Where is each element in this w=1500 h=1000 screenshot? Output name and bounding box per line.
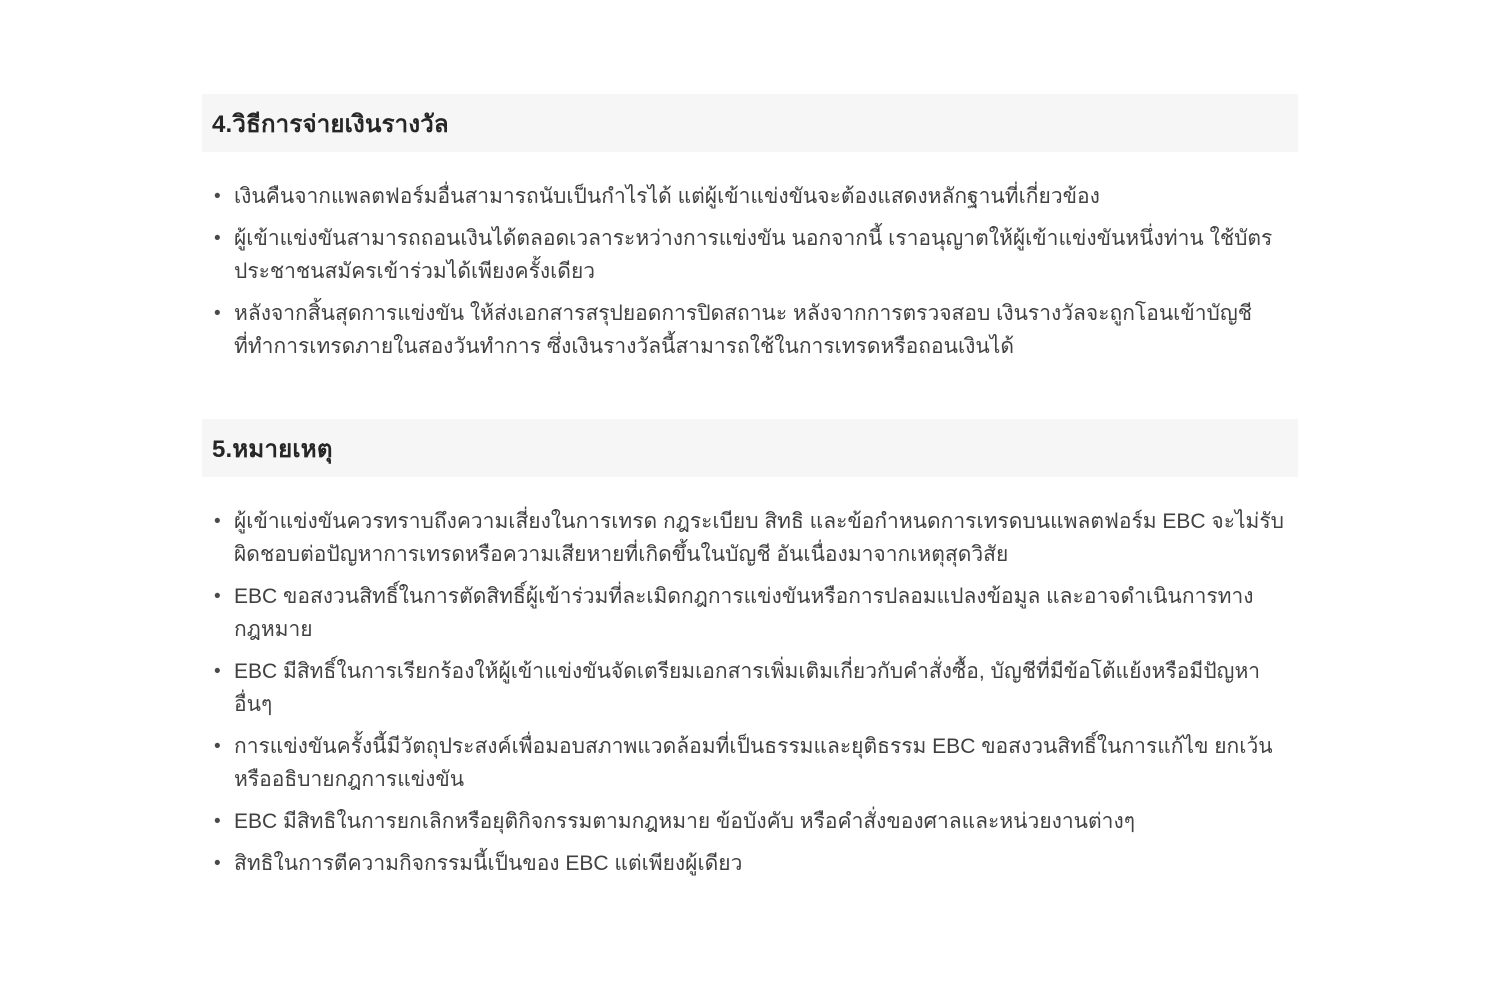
bullet-dot-icon: • xyxy=(214,736,221,757)
bullet-dot-icon: • xyxy=(214,853,221,874)
bullet-text: สิทธิในการตีความกิจกรรมนี้เป็นของ EBC แต่เพียงผู้เดียว xyxy=(234,852,743,875)
list-item xyxy=(214,847,1298,880)
bullet-text: EBC มีสิทธิ์ในการเรียกร้องให้ผู้เข้าแข่งขันจัดเตรียมเอกสารเพิ่มเติมเกี่ยวกับคำสั่งซื้อ, บัญชีที่มีข้อโต้แย้งหรือมีปัญหาอื่นๆ xyxy=(234,660,1261,716)
bullet-text: เงินคืนจากแพลตฟอร์มอื่นสามารถนับเป็นกำไรได้ แต่ผู้เข้าแข่งขันจะต้องแสดงหลักฐานที่เกี่ยวข้อง xyxy=(234,185,1100,208)
terms-content xyxy=(202,0,1298,880)
bullet-text: หลังจากสิ้นสุดการแข่งขัน ให้ส่งเอกสารสรุปยอดการปิดสถานะ หลังจากการตรวจสอบ เงินรางวัลจะถูกโอนเข้าบัญชีที่ทำการเทรดภายในสองวันทำการ ซึ่งเงินรางวัลนี้สามารถใช้ในการเทรดหรือถอนเงินได้ xyxy=(234,302,1252,358)
list-item xyxy=(214,580,1298,646)
bullet-text: ผู้เข้าแข่งขันสามารถถอนเงินได้ตลอดเวลาระหว่างการแข่งขัน นอกจากนี้ เราอนุญาตให้ผู้เข้าแข่งขันหนึ่งท่าน ใช้บัตรประชาชนสมัครเข้าร่วมได้เพียงครั้งเดียว xyxy=(234,227,1273,283)
bullet-text: EBC ขอสงวนสิทธิ์ในการตัดสิทธิ์ผู้เข้าร่วมที่ละเมิดกฎการแข่งขันหรือการปลอมแปลงข้อมูล และอาจดำเนินการทางกฎหมาย xyxy=(234,585,1254,641)
bullet-text: การแข่งขันครั้งนี้มีวัตถุประสงค์เพื่อมอบสภาพแวดล้อมที่เป็นธรรมและยุติธรรม EBC ขอสงวนสิทธิ์ในการแก้ไข ยกเว้นหรืออธิบายกฎการแข่งขัน xyxy=(234,735,1273,791)
bullet-dot-icon: • xyxy=(214,661,221,682)
bullet-dot-icon: • xyxy=(214,303,221,324)
bullet-dot-icon: • xyxy=(214,586,221,607)
list-item xyxy=(214,180,1298,213)
section-header-bar xyxy=(202,94,1298,152)
list-item xyxy=(214,730,1298,796)
section-notes xyxy=(202,419,1298,880)
bullet-dot-icon: • xyxy=(214,186,221,207)
bullet-dot-icon: • xyxy=(214,511,221,532)
bullet-list xyxy=(202,180,1298,363)
list-item xyxy=(214,297,1298,363)
list-item xyxy=(214,655,1298,721)
bullet-text: ผู้เข้าแข่งขันควรทราบถึงความเสี่ยงในการเทรด กฎระเบียบ สิทธิ และข้อกำหนดการเทรดบนแพลตฟอร์ม EBC จะไม่รับผิดชอบต่อปัญหาการเทรดหรือความเสียหายที่เกิดขึ้นในบัญชี อันเนื่องมาจากเหตุสุดวิสัย xyxy=(234,510,1285,566)
bullet-dot-icon: • xyxy=(214,811,221,832)
list-item xyxy=(214,505,1298,571)
bullet-text: EBC มีสิทธิในการยกเลิกหรือยุติกิจกรรมตามกฎหมาย ข้อบังคับ หรือคำสั่งของศาลและหน่วยงานต่างๆ xyxy=(234,810,1135,833)
section-payout-method xyxy=(202,94,1298,363)
section-header-bar xyxy=(202,419,1298,477)
list-item xyxy=(214,805,1298,838)
list-item xyxy=(214,222,1298,288)
bullet-list xyxy=(202,505,1298,880)
bullet-dot-icon: • xyxy=(214,228,221,249)
section-title: 5.หมายเหตุ xyxy=(212,435,333,463)
section-title: 4.วิธีการจ่ายเงินรางวัล xyxy=(212,110,449,138)
